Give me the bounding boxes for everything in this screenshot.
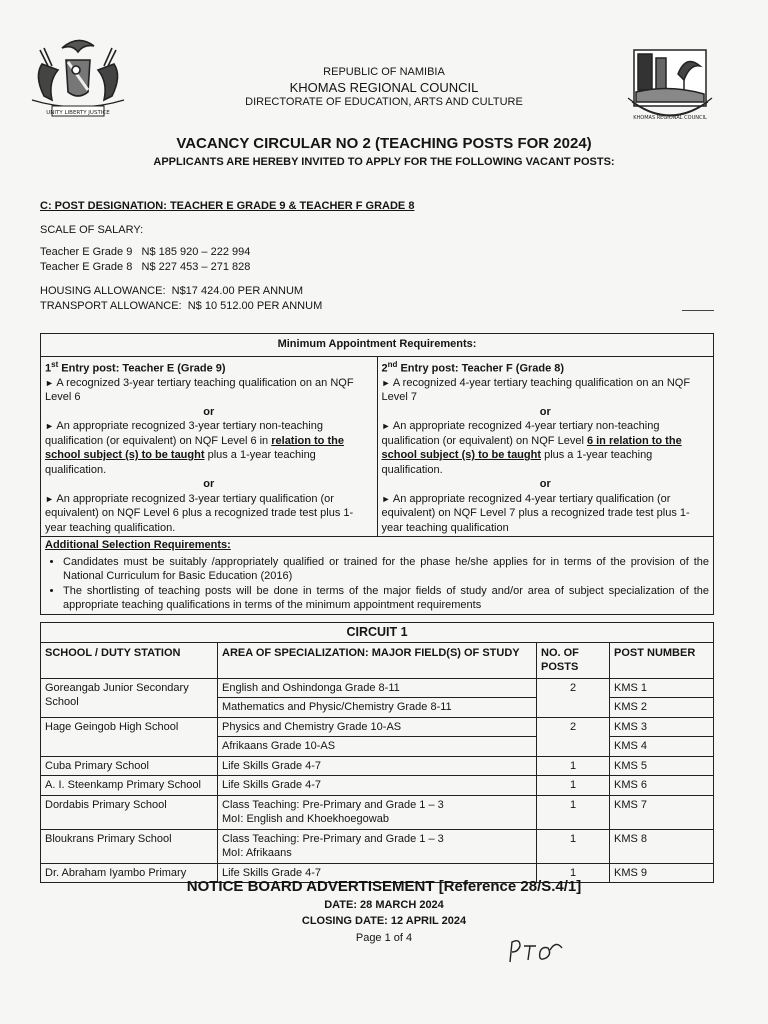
requirements-caption: Minimum Appointment Requirements:: [41, 334, 714, 357]
notice-board-reference: NOTICE BOARD ADVERTISEMENT [Reference 28/S.4/1]: [186, 878, 582, 895]
handwritten-pto: [506, 936, 566, 966]
header-republic: REPUBLIC OF NAMIBIA: [323, 66, 445, 78]
post-designation: C: POST DESIGNATION: TEACHER E GRADE 9 & TEACHER F GRADE 8: [40, 200, 415, 212]
svg-text:UNITY LIBERTY JUSTICE: UNITY LIBERTY JUSTICE: [46, 110, 110, 116]
header-council: KHOMAS REGIONAL COUNCIL: [289, 80, 479, 95]
page-number: Page 1 of 4: [355, 932, 413, 944]
closing-date: CLOSING DATE: 12 APRIL 2024: [301, 915, 467, 927]
bullet-triangle-icon: ►: [381, 421, 391, 432]
salary-label: SCALE OF SALARY:: [40, 224, 144, 236]
circuit-title: CIRCUIT 1: [41, 623, 714, 643]
bullet-triangle-icon: ►: [45, 493, 54, 504]
col-post-number: POST NUMBER: [610, 642, 714, 678]
table-row: Dordabis Primary School Class Teaching: Pre-Primary and Grade 1 – 3 MoI: English and Khoekhoegowab 1 KMS 7: [41, 795, 714, 829]
col-posts: NO. OF POSTS: [537, 642, 610, 678]
table-row: A. I. Steenkamp Primary School Life Skills Grade 4-7 1 KMS 6: [41, 776, 714, 796]
transport-allowance: TRANSPORT ALLOWANCE: N$ 10 512.00 PER ANNUM: [40, 300, 323, 312]
table-row: Goreangab Junior Secondary School English and Oshindonga Grade 8-11 2 KMS 1: [41, 678, 714, 698]
header-directorate: DIRECTORATE OF EDUCATION, ARTS AND CULTURE: [245, 96, 523, 108]
additional-item: • Candidates must be suitably /appropriately qualified or trained for the phase he/she applies for in terms of the provision of the National Curriculum for Basic Education (2016): [63, 555, 709, 584]
table-row: Mathematics and Physic/Chemistry Grade 8-11 KMS 2: [41, 698, 714, 718]
circuit-table: [40, 622, 714, 883]
table-row: Bloukrans Primary School Class Teaching: Pre-Primary and Grade 1 – 3 MoI: Afrikaans 1 KMS 8: [41, 829, 714, 863]
entry-heading-1: 1st Entry post: Teacher E (Grade 9): [45, 359, 226, 375]
housing-allowance: HOUSING ALLOWANCE: N$17 424.00 PER ANNUM: [40, 285, 304, 297]
col-school: SCHOOL / DUTY STATION: [41, 642, 218, 678]
table-row: Hage Geingob High School Physics and Chemistry Grade 10-AS 2 KMS 3: [41, 717, 714, 737]
bullet-triangle-icon: ►: [381, 493, 391, 504]
table-row: Afrikaans Grade 10-AS KMS 4: [41, 737, 714, 757]
entry-post-teacher-f: 2nd Entry post: Teacher F (Grade 8) ► A recognized 4-year tertiary teaching qualification on an NQF Level 7 or ► An appropriate recognized 4-year tertiary non-teaching qualification (or equivalent) on NQF Level 6 in relation to the school subject (s) to be taught plus a 1-year teaching qualification. or ► An appropriate recognized 4-year tertiary qualification (or equivalent) on NQF Level 7 plus a recognized trade test plus 1-year teaching qualification: [377, 356, 714, 537]
circular-subtitle: APPLICANTS ARE HEREBY INVITED TO APPLY FOR THE FOLLOWING VACANT POSTS:: [153, 156, 615, 168]
advert-date: DATE: 28 MARCH 2024: [324, 899, 444, 911]
salary-line-1: Teacher E Grade 9 N$ 185 920 – 222 994: [40, 246, 251, 258]
entry-post-teacher-e: 1st Entry post: Teacher E (Grade 9) ► A recognized 3-year tertiary teaching qualification on an NQF Level 6 or ► An appropriate recognized 3-year tertiary non-teaching qualification (or equivalent) on NQF Level 6 in relation to the school subject (s) to be taught plus a 1-year teaching qualification. or ► An appropriate recognized 3-year tertiary qualification (or equivalent) on NQF Level 6 plus a recognized trade test plus 1-year teaching qualification.: [41, 356, 378, 537]
bullet-triangle-icon: ►: [381, 377, 391, 388]
requirements-table: [40, 333, 714, 615]
salary-line-2: Teacher E Grade 8 N$ 227 453 – 271 828: [40, 261, 251, 273]
svg-text:KHOMAS REGIONAL COUNCIL: KHOMAS REGIONAL COUNCIL: [633, 115, 707, 121]
table-row: Dr. Abraham Iyambo Primary Life Skills Grade 4-7 1 KMS 9: [41, 863, 714, 883]
additional-requirements: Additional Selection Requirements: • Candidates must be suitably /appropriately qualified or trained for the phase he/she applies for in terms of the provision of the National Curriculum for Basic Education (2016) • The shortlisting of teaching posts will be done in terms of the major fields of study and/or area of subject specialization of the appropriate teaching qualifications in terms of the minimum appointment requirements: [41, 537, 714, 615]
entry-heading-2: 2nd Entry post: Teacher F (Grade 8): [381, 359, 565, 375]
additional-item: • The shortlisting of teaching posts will be done in terms of the major fields of study and/or area of subject specialization of the appropriate teaching qualifications in terms of the minimum appointment requirements: [63, 584, 709, 613]
bullet-triangle-icon: ►: [45, 421, 54, 432]
circular-title: VACANCY CIRCULAR NO 2 (TEACHING POSTS FOR 2024): [176, 135, 592, 152]
margin-mark: [682, 310, 714, 311]
bullet-triangle-icon: ►: [45, 377, 54, 388]
table-row: Cuba Primary School Life Skills Grade 4-7 1 KMS 5: [41, 756, 714, 776]
col-area: AREA OF SPECIALIZATION: MAJOR FIELD(S) OF STUDY: [218, 642, 537, 678]
